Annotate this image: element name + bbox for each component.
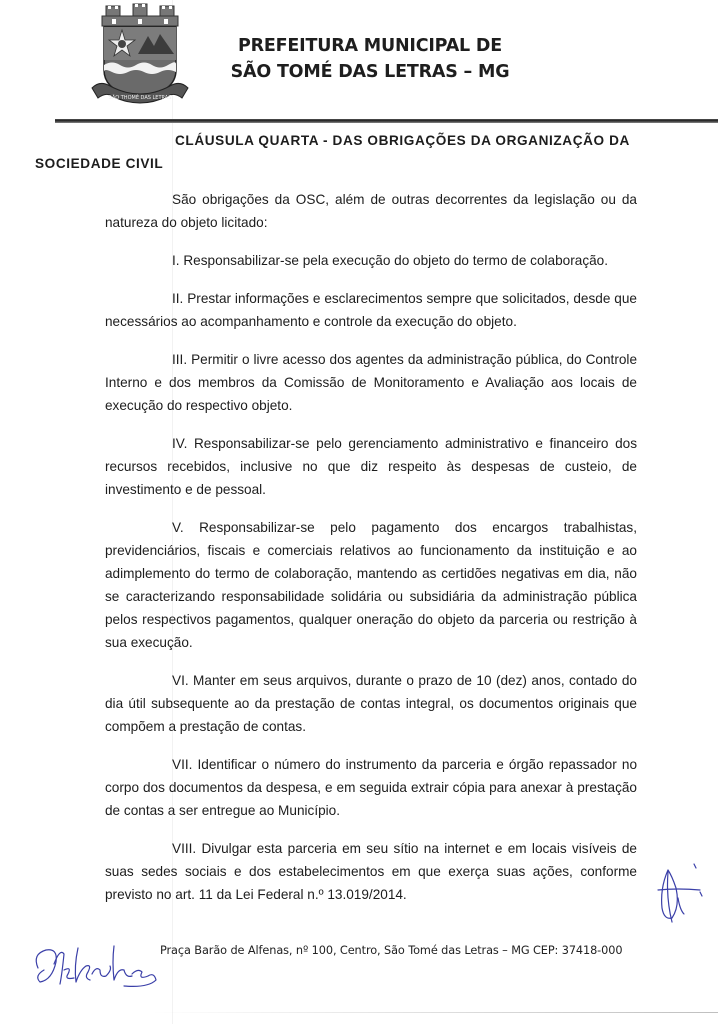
initials-signature-icon <box>650 858 710 928</box>
obligation-item-3: III. Permitir o livre acesso dos agentes da administração pública, do Controle Interno e dos membros da Comissão de Monitoramento e Avaliação aos locais de execução do respectivo objeto. <box>105 352 637 413</box>
obligation-item-4: IV. Responsabilizar-se pelo gerenciamento administrativo e financeiro dos recursos recebidos, inclusive no que diz respeito às despesas de custeio, de investimento e de pessoal. <box>105 436 637 497</box>
scan-edge-line <box>150 1012 718 1013</box>
obligation-item-2: II. Prestar informações e esclarecimentos sempre que solicitados, desde que necessários ao acompanhamento e controle da execução do objeto. <box>105 291 637 329</box>
coat-of-arms-icon <box>90 2 190 106</box>
obligation-item-1: I. Responsabilizar-se pela execução do objeto do termo de colaboração. <box>172 253 609 268</box>
obligation-item-7: VII. Identificar o número do instrumento da parceria e órgão repassador no corpo dos documentos da despesa, e em seguida extrair cópia para anexar à prestação de contas a ser entregue ao Município. <box>105 757 637 818</box>
handwritten-signature-icon <box>28 940 163 995</box>
document-body <box>35 129 637 921</box>
obligation-item-6: VI. Manter em seus arquivos, durante o prazo de 10 (dez) anos, contado do dia útil subsequente ao da prestação de contas integral, os documentos originais que compõem a prestação de contas. <box>105 673 637 734</box>
clause-intro: São obrigações da OSC, além de outras decorrentes da legislação ou da natureza do objeto licitado: <box>105 192 637 230</box>
footer-address: Praça Barão de Alfenas, nº 100, Centro, São Tomé das Letras – MG CEP: 37418-000 <box>160 944 623 957</box>
page-header-title <box>200 33 540 85</box>
obligation-item-5: V. Responsabilizar-se pelo pagamento dos encargos trabalhistas, previdenciários, fiscais e comerciais relativos ao funcionamento da instituição e ao adimplemento do termo de colaboração, mantendo as certidões negativas em dia, não se caracterizando responsabilidade solidária ou subsidiária da administração pública pelos respectivos pagamentos, qualquer oneração do objeto da parceria ou restrição à sua execução. <box>105 520 637 650</box>
clause-title-line2: SOCIEDADE CIVIL <box>35 156 164 171</box>
clause-title <box>35 129 637 175</box>
logo-motto: SÃO THOMÉ DAS LETRAS <box>108 95 172 101</box>
obligation-item-8: VIII. Divulgar esta parceria em seu sítio na internet e em locais visíveis de suas sedes sociais e dos estabelecimentos em que exerça suas ações, conforme previsto no art. 11 da Lei Federal n.º 13.019/2014. <box>105 841 637 902</box>
header-title-line2: SÃO TOMÉ DAS LETRAS – MG <box>230 62 510 82</box>
clause-title-line1: CLÁUSULA QUARTA - DAS OBRIGAÇÕES DA ORGANIZAÇÃO DA <box>175 133 630 148</box>
header-divider <box>55 119 718 123</box>
header-title-line1: PREFEITURA MUNICIPAL DE <box>238 36 502 56</box>
